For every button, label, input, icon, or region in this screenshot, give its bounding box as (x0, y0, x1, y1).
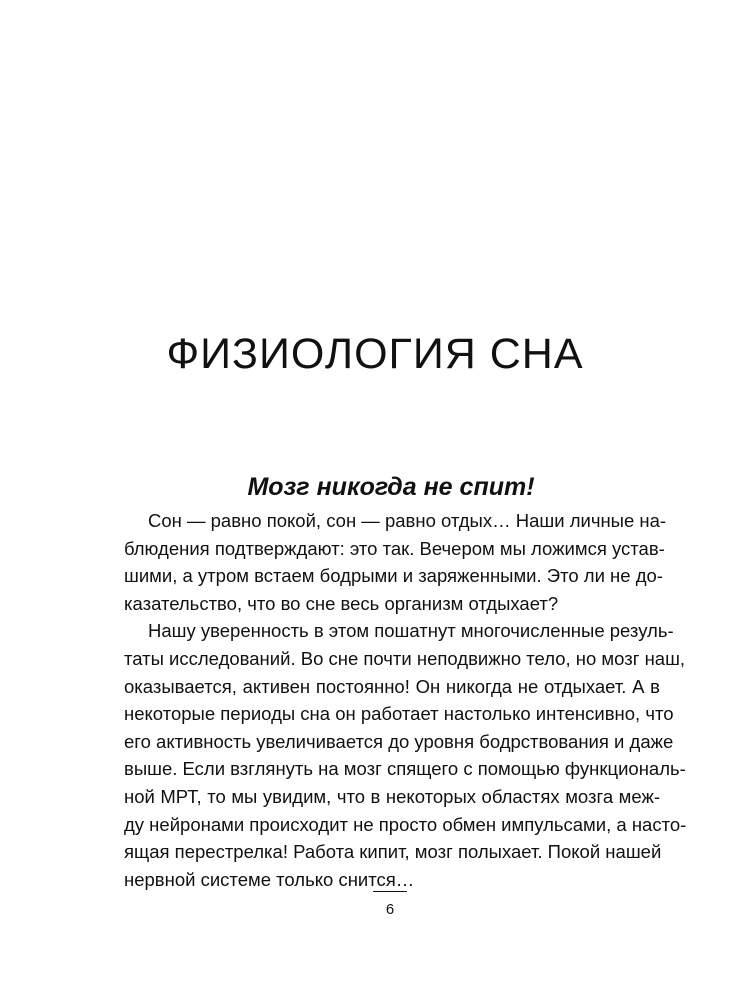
paragraph-2-line-9: ящая перестрелка! Работа кипит, мозг полыхает. Покой нашей (124, 841, 662, 863)
paragraph-1-line-3: шими, а утром встаем бодрыми и заряженными. Это ли не до- (124, 565, 663, 587)
section-heading: Мозг никогда не спит! (247, 473, 535, 501)
body-text (124, 507, 687, 893)
paragraph-1-line-1: Сон — равно покой, сон — равно отдых… Наши личные на- (148, 510, 667, 531)
paragraph-2-line-5: его активность увеличивается до уровня бодрствования и даже (124, 730, 674, 752)
paragraph-2-line-6: выше. Если взглянуть на мозг спящего с помощью функциональ- (124, 758, 686, 780)
paragraph-2-line-4: некоторые периоды сна он работает настолько интенсивно, что (124, 703, 674, 725)
page-number: 6 (385, 901, 395, 918)
paragraph-2-line-8: ду нейронами происходит не просто обмен импульсами, а насто- (124, 813, 687, 835)
paragraph-2-line-10: нервной системе только снится… (124, 868, 415, 890)
paragraph-1-line-4: казательство, что во сне весь организм отдыхает? (124, 592, 559, 614)
paragraph-2-line-7: ной МРТ, то мы увидим, что в некоторых областях мозга меж- (124, 785, 660, 807)
paragraph-2-line-2: таты исследований. Во сне почти неподвижно тело, но мозг наш, (124, 647, 686, 669)
paragraph-1-line-2: блюдения подтверждают: это так. Вечером мы ложимся устав- (124, 537, 665, 559)
paragraph-2-line-3: оказывается, активен постоянно! Он никогда не отдыхает. А в (124, 675, 660, 697)
paragraph-2-line-1: Нашу уверенность в этом пошатнут многочисленные резуль- (148, 620, 674, 642)
chapter-title: ФИЗИОЛОГИЯ СНА (166, 330, 584, 378)
page-number-rule (373, 891, 407, 892)
